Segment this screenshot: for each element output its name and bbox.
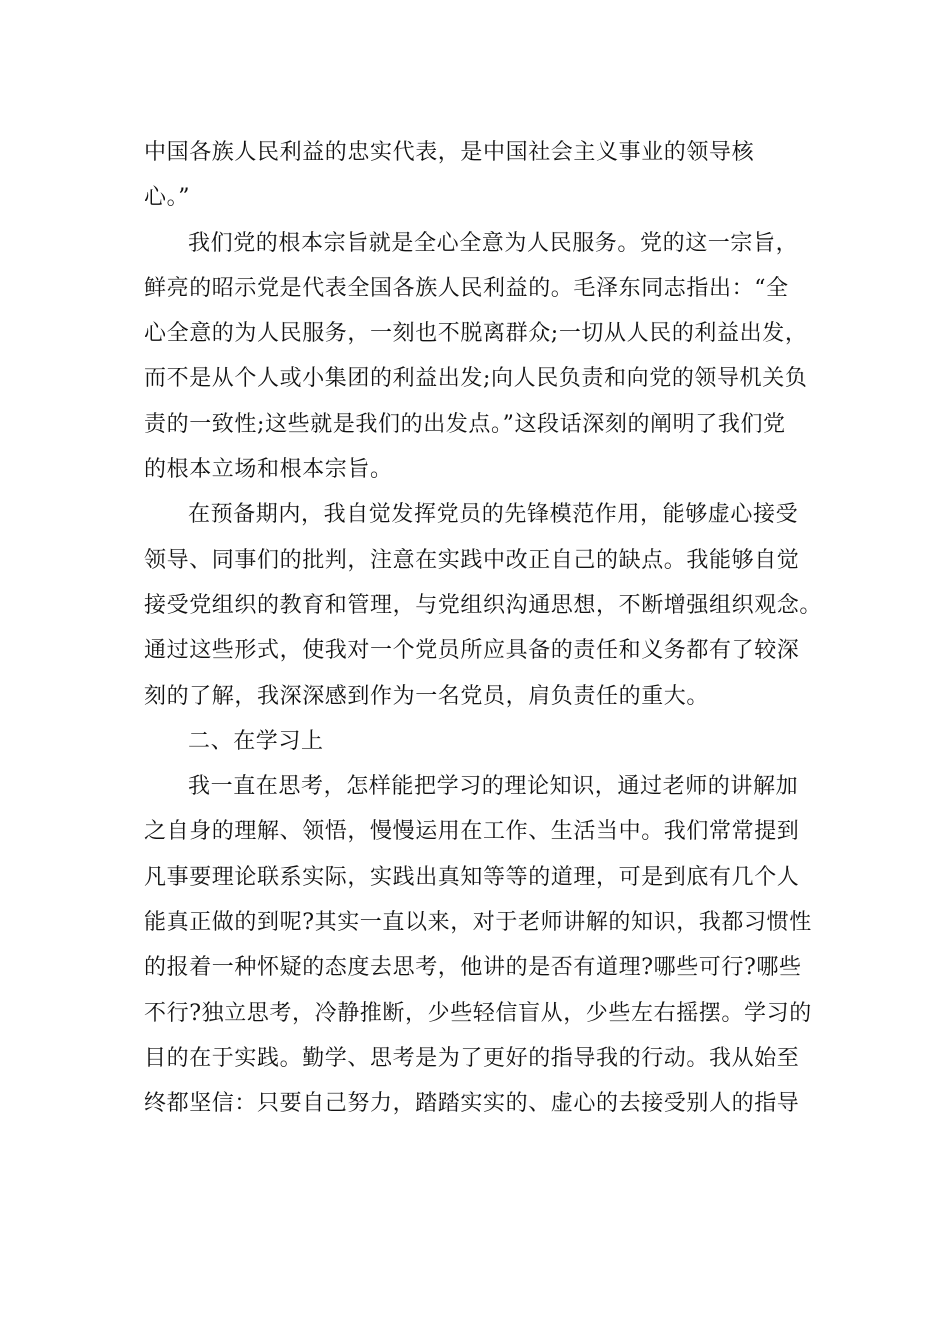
text-line: 而不是从个人或小集团的利益出发;向人民负责和向党的领导机关负 xyxy=(144,366,808,392)
text-line: 终都坚信：只要自己努力，踏踏实实的、虚心的去接受别人的指导 xyxy=(144,1091,800,1117)
paragraph-start-line: 我一直在思考，怎样能把学习的理论知识，通过老师的讲解加 xyxy=(188,774,799,800)
text-line: 能真正做的到呢?其实一直以来，对于老师讲解的知识，我都习惯性 xyxy=(144,910,812,936)
text-line: 通过这些形式，使我对一个党员所应具备的责任和义务都有了较深 xyxy=(144,638,800,664)
text-line: 的报着一种怀疑的态度去思考，他讲的是否有道理?哪些可行?哪些 xyxy=(144,955,802,981)
body-text xyxy=(144,130,824,1127)
section-heading: 二、在学习上 xyxy=(188,728,324,754)
text-line: 心全意的为人民服务，一刻也不脱离群众;一切从人民的利益出发， xyxy=(144,321,808,347)
text-line: 鲜亮的昭示党是代表全国各族人民利益的。毛泽东同志指出：“全 xyxy=(144,275,789,301)
text-line: 接受党组织的教育和管理，与党组织沟通思想，不断增强组织观念。 xyxy=(144,592,823,618)
text-line: 不行?独立思考，冷静推断，少些轻信盲从，少些左右摇摆。学习的 xyxy=(144,1000,812,1026)
text-line: 领导、同事们的批判，注意在实践中改正自己的缺点。我能够自觉 xyxy=(144,547,800,573)
text-line: 刻的了解，我深深感到作为一名党员，肩负责任的重大。 xyxy=(144,683,710,709)
paragraph-start-line: 在预备期内，我自觉发挥党员的先锋模范作用，能够虚心接受 xyxy=(188,502,799,528)
paragraph-start-line: 我们党的根本宗旨就是全心全意为人民服务。党的这一宗旨， xyxy=(188,230,799,256)
text-line: 凡事要理论联系实际，实践出真知等等的道理，可是到底有几个人 xyxy=(144,864,800,890)
text-line: 的根本立场和根本宗旨。 xyxy=(144,457,393,483)
text-line: 心。” xyxy=(144,185,191,211)
text-line: 责的一致性;这些就是我们的出发点。”这段话深刻的阐明了我们党 xyxy=(144,411,786,437)
text-line: 中国各族人民利益的忠实代表，是中国社会主义事业的领导核 xyxy=(144,140,755,165)
text-line: 目的在于实践。勤学、思考是为了更好的指导我的行动。我从始至 xyxy=(144,1045,800,1071)
text-line: 之自身的理解、领悟，慢慢运用在工作、生活当中。我们常常提到 xyxy=(144,819,800,845)
